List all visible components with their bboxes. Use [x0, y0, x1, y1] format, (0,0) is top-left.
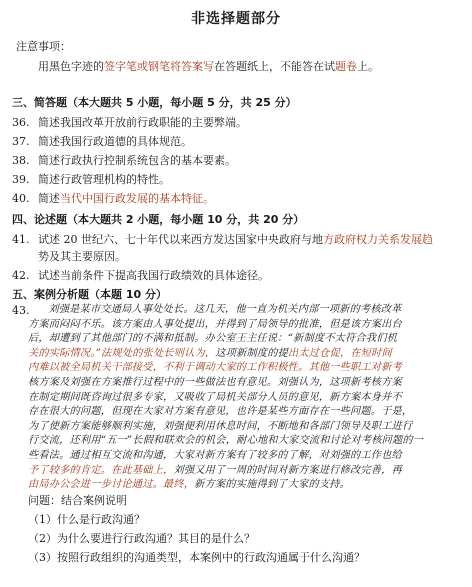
case-line: [28, 464, 464, 479]
case-line: [28, 376, 464, 391]
case-text-part: 行交流，还利用“五一”长假和联欢会的机会，耐心地和大家交流和讨论对考核问题的一: [28, 435, 424, 447]
case-text-highlight: 其他一些职工对新考: [308, 362, 402, 374]
question-number: 37.: [12, 135, 30, 148]
case-line: [28, 420, 464, 435]
case-line: [28, 405, 464, 420]
case-text-highlight: 关的实际情况。”: [28, 347, 102, 359]
question-text-highlight: 方政府权力关系发展趋: [323, 233, 433, 246]
question-text: 试述当前条件下提高我国行政绩效的具体途径。: [38, 269, 269, 282]
notice-text: [38, 60, 379, 74]
case-line: [28, 332, 464, 347]
question-40: [12, 192, 214, 206]
question-text: 简述行政管理机构的特性。: [38, 173, 170, 186]
page-title: 非选择题部分: [191, 11, 281, 27]
questions-intro: 问题：结合案例说明: [28, 494, 127, 507]
question-text: 简述行政执行控制系统包含的基本要素。: [38, 154, 236, 167]
case-text-part: 为了使新方案能够顺利实施，刘强便利用休息时间，不断地和各部门领导及职工进行: [28, 420, 413, 432]
case-line: [28, 434, 464, 449]
case-text-part: 新方案的实施得到了大家的支持。: [194, 479, 351, 491]
case-line: [28, 391, 464, 406]
notice-text-part: 用黑色字迹的: [38, 60, 104, 73]
case-text-part: 办公室王主任说：“新制度不太符合我们机: [204, 333, 397, 345]
question-number: 39.: [12, 173, 30, 186]
question-41-cont: 势及其主要原因。: [38, 250, 126, 263]
case-line: [28, 449, 464, 464]
notice-text-part: 上。: [357, 60, 379, 73]
case-line: [28, 347, 464, 362]
case-text-part: 核方案及刘强在方案推行过程中的一些做法也有意见。刘强认为，这项新考核方案: [28, 376, 402, 388]
case-text-highlight: 内难以被全局机关干部接受，不利于调动大家的工作积极性。: [28, 362, 309, 374]
section4-heading: 四、论述题（本大题共 2 小题，每小题 10 分，共 20 分）: [12, 213, 305, 226]
question-36: [12, 116, 247, 130]
question-number: 42.: [12, 269, 30, 282]
case-text-part: 刘强又用了一周的时间对新方案进行修改完善，再: [173, 464, 402, 476]
question-text-highlight: 当代中国行政发展的基本特征。: [60, 192, 214, 205]
question-number: 40.: [12, 192, 30, 205]
case-line: [28, 303, 464, 318]
case-text-highlight: 在此基础上，: [111, 464, 174, 476]
question-number: 41.: [12, 233, 30, 246]
notice-text-part: 在答题纸上，不能答在试: [214, 60, 335, 73]
question-41: [12, 233, 433, 247]
question-43-number: 43.: [12, 304, 30, 317]
case-text-highlight: 由局办公会进一步讨论通过。最终，: [28, 479, 195, 491]
question-number: 36.: [12, 116, 30, 129]
case-text-part: 刘强是某市交通局人事处处长。这几天，他一直为机关内部一项新的考核改革: [48, 304, 402, 315]
case-line: [28, 478, 464, 493]
question-42: [12, 269, 269, 283]
question-text: 试述 20 世纪六、七十年代以来西方发达国家中央政府与地: [38, 233, 323, 246]
case-text-part: 这项新制度的提: [215, 347, 289, 359]
sub-question-1: （1）什么是行政沟通？: [28, 513, 145, 526]
question-38: [12, 154, 236, 168]
section3-heading: 三、简答题（本大题共 5 小题，每小题 5 分，共 25 分）: [12, 96, 297, 109]
sub-question-3: （3）按照行政组织的沟通类型，本案例中的行政沟通属于什么沟通？: [28, 551, 365, 564]
case-line: [28, 318, 464, 333]
case-text-part: 后，却遭到了其他部门的不满和抵制。: [28, 333, 205, 345]
case-text: [28, 303, 464, 493]
case-text-highlight: 法规处的张处长则认为，: [101, 347, 216, 359]
section5-heading: 五、案例分析题（本题 10 分）: [12, 288, 167, 301]
case-text-part: 些看法。通过相互交流和沟通，大家对新方案有了较多的了解，对刘强的工作也给: [28, 449, 402, 461]
notice-text-highlight: 题卷: [335, 60, 357, 73]
case-line: [28, 361, 464, 376]
notice-label: 注意事项：: [16, 40, 71, 53]
case-text-highlight: 予了较多的肯定。: [28, 464, 112, 476]
case-text-part: 在制定期间既咨询过很多专家，又吸收了局机关部分人员的意见，新方案本身并不: [28, 391, 402, 403]
question-text: 简述我国改革开放前行政职能的主要弊端。: [38, 116, 247, 129]
sub-question-2: （2）为什么要进行行政沟通？其目的是什么？: [28, 532, 255, 545]
question-37: [12, 135, 192, 149]
notice-text-highlight: 签字笔或钢笔将答案写: [104, 60, 214, 73]
case-text-part: 方案而闷闷不乐。该方案由人事处提出，并得到了局领导的批准，但是该方案出台: [28, 318, 402, 330]
case-text-highlight: 出太过仓促，在短时间: [288, 347, 392, 359]
question-39: [12, 173, 170, 187]
question-number: 38.: [12, 154, 30, 167]
case-text-part: 存在很大的问题，但现在大家对方案有意见，也许是某些方面存在一些问题。于是，: [28, 406, 413, 418]
question-text: 简述我国行政道德的具体规范。: [38, 135, 192, 148]
question-text: 简述: [38, 192, 60, 205]
